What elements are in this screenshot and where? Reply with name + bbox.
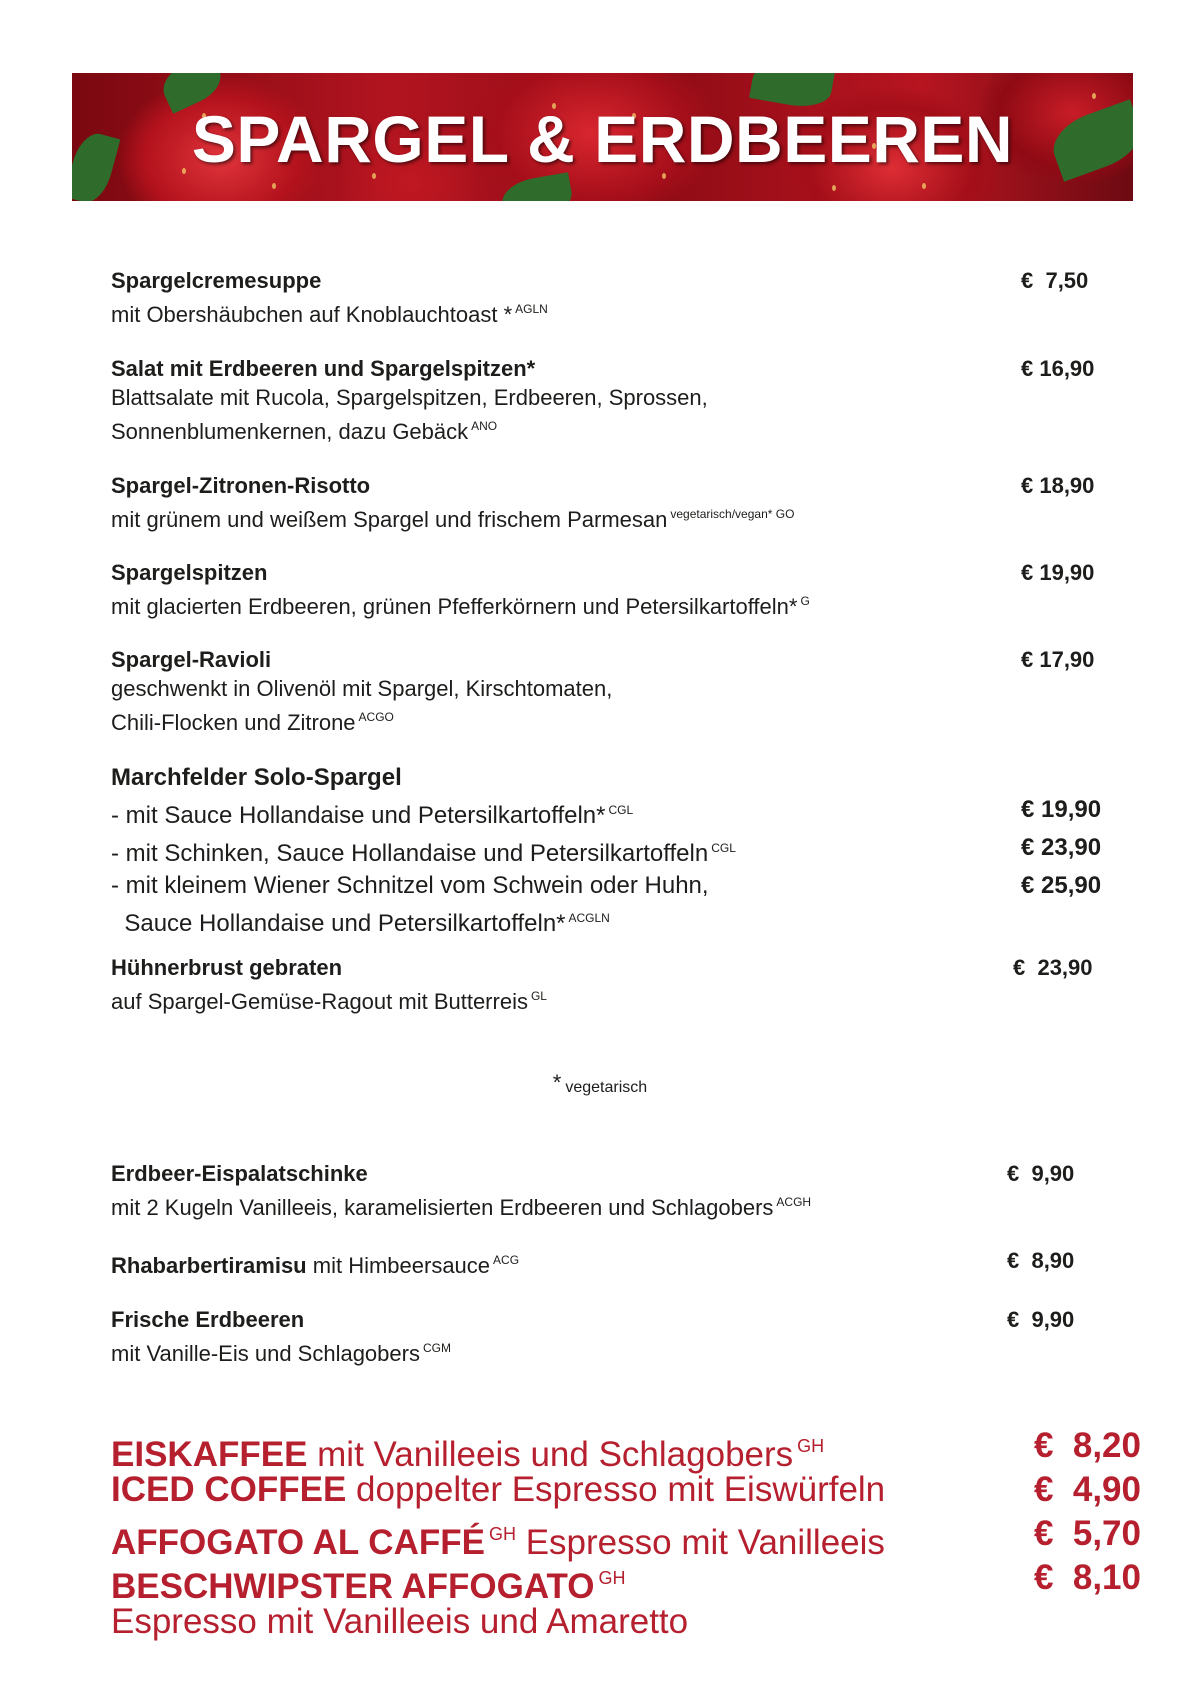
item-price: € 9,90 [1007,1307,1075,1332]
item-name: Spargel-Ravioli [111,647,272,672]
item-price: € 19,90 [1021,560,1095,585]
item-description: mit 2 Kugeln Vanilleeis, karamelisierten Erdbeeren und Schlagobers $^{ACGH}$ [111,1195,812,1220]
dessert-item [111,1246,1121,1280]
coffee-price: € 8,20 [1033,1426,1141,1465]
option-price: € 25,90 [1021,872,1102,899]
allergen-codes: ACGO [358,710,394,724]
allergen-codes: CGM [422,1341,451,1355]
menu-item [111,354,1121,446]
option-row: - mit Sauce Hollandaise und Petersilkartoffeln* $^{CGL}$ € 19,90 [111,794,1121,832]
menu-item-solo-spargel [111,762,1121,940]
coffee-item: AFFOGATO AL CAFFÉ $^{GH}$ Espresso mit Vanilleeis € 5,70 [111,1514,1141,1562]
page-title: SPARGEL & ERDBEEREN [191,102,1014,176]
item-name: Spargelcremesuppe [111,268,322,293]
item-description: Blattsalate mit Rucola, Spargelspitzen, Erdbeeren, Sprossen, [111,385,708,410]
menu-item [111,558,1121,621]
coffee-item: EISKAFFEE mit Vanilleeis und Schlagobers $^{GH}$ € 8,20 [111,1426,1141,1474]
item-name: Frische Erdbeeren [111,1307,305,1332]
coffee-description: Espresso mit Vanilleeis und Amaretto [111,1602,689,1641]
item-description: geschwenkt in Olivenöl mit Spargel, Kirschtomaten, [111,676,613,701]
item-price: € 23,90 [1013,955,1093,980]
allergen-codes: ACG [493,1253,520,1267]
dessert-item [111,1159,1121,1222]
item-price: € 7,50 [1021,268,1089,293]
coffee-item: ICED COFFEE doppelter Espresso mit Eiswürfeln € 4,90 [111,1468,1141,1512]
item-name: Erdbeer-Eispalatschinke [111,1161,368,1186]
item-name: Spargel-Zitronen-Risotto [111,473,371,498]
option-row: - mit Schinken, Sauce Hollandaise und Petersilkartoffeln $^{CGL}$ € 23,90 [111,832,1121,870]
allergen-codes: AGLN [515,302,548,316]
coffee-name: AFFOGATO AL CAFFÉ [111,1523,485,1562]
allergen-codes: ACGH [776,1195,812,1209]
footnote: * vegetarisch [552,1070,648,1096]
item-price: € 17,90 [1021,647,1095,672]
option-row: - mit kleinem Wiener Schnitzel vom Schwein oder Huhn, € 25,90 [111,870,1121,902]
item-price: € 18,90 [1021,473,1095,498]
coffee-price: € 8,10 [1033,1558,1141,1597]
item-price: € 9,90 [1007,1161,1075,1186]
item-description: mit Obershäubchen auf Knoblauchtoast * $^{AGLN}$ [111,302,548,327]
coffee-name: EISKAFFEE [111,1435,308,1474]
coffee-price: € 5,70 [1033,1514,1141,1553]
item-description: auf Spargel-Gemüse-Ragout mit Butterreis $^{GL}$ [111,989,547,1014]
option-price: € 23,90 [1021,834,1102,861]
allergen-codes: CGL [608,803,634,817]
allergen-codes: ANO [471,419,498,433]
item-price: € 8,90 [1007,1248,1075,1273]
coffee-name: ICED COFFEE [111,1470,347,1509]
allergen-codes: G [800,594,810,608]
header-banner [72,73,1133,201]
dessert-item [111,1305,1121,1368]
item-description: mit glacierten Erdbeeren, grünen Pfefferkörnern und Petersilkartoffeln* $^G$ [111,594,810,619]
item-description: Sonnenblumenkernen, dazu Gebäck $^{ANO}$ [111,419,498,444]
option-row: Sauce Hollandaise und Petersilkartoffeln* $^{ACGLN}$ [111,910,610,937]
option-price: € 19,90 [1021,796,1102,823]
coffee-name: BESCHWIPSTER AFFOGATO [111,1567,595,1606]
item-name: Salat mit Erdbeeren und Spargelspitzen* [111,356,536,381]
item-name: Rhabarbertiramisu [111,1253,307,1278]
allergen-codes: vegetarisch/vegan* GO [670,507,795,521]
item-name: Hühnerbrust gebraten [111,955,343,980]
allergen-codes: GH [488,1524,516,1544]
allergen-codes: ACGLN [568,911,610,925]
item-name: Spargelspitzen [111,560,268,585]
item-description: mit Vanille-Eis und Schlagobers $^{CGM}$ [111,1341,451,1366]
menu-item [111,645,1121,737]
menu-item [111,266,1121,329]
item-description: Chili-Flocken und Zitrone $^{ACGO}$ [111,710,394,735]
coffee-price: € 4,90 [1033,1470,1141,1509]
item-description: Rhabarbertiramisu mit Himbeersauce $^{ACG}$ [111,1253,520,1278]
item-name: Marchfelder Solo-Spargel [111,764,402,791]
allergen-codes: GL [530,989,547,1003]
allergen-codes: GH [797,1436,825,1456]
item-price: € 16,90 [1021,356,1095,381]
menu-item [111,953,1121,1016]
allergen-codes: CGL [711,841,736,855]
menu-item [111,471,1121,534]
allergen-codes: GH [598,1568,626,1588]
item-description: mit grünem und weißem Spargel und frischem Parmesan $^{vegetarisch/vegan* GO}$ [111,507,795,532]
